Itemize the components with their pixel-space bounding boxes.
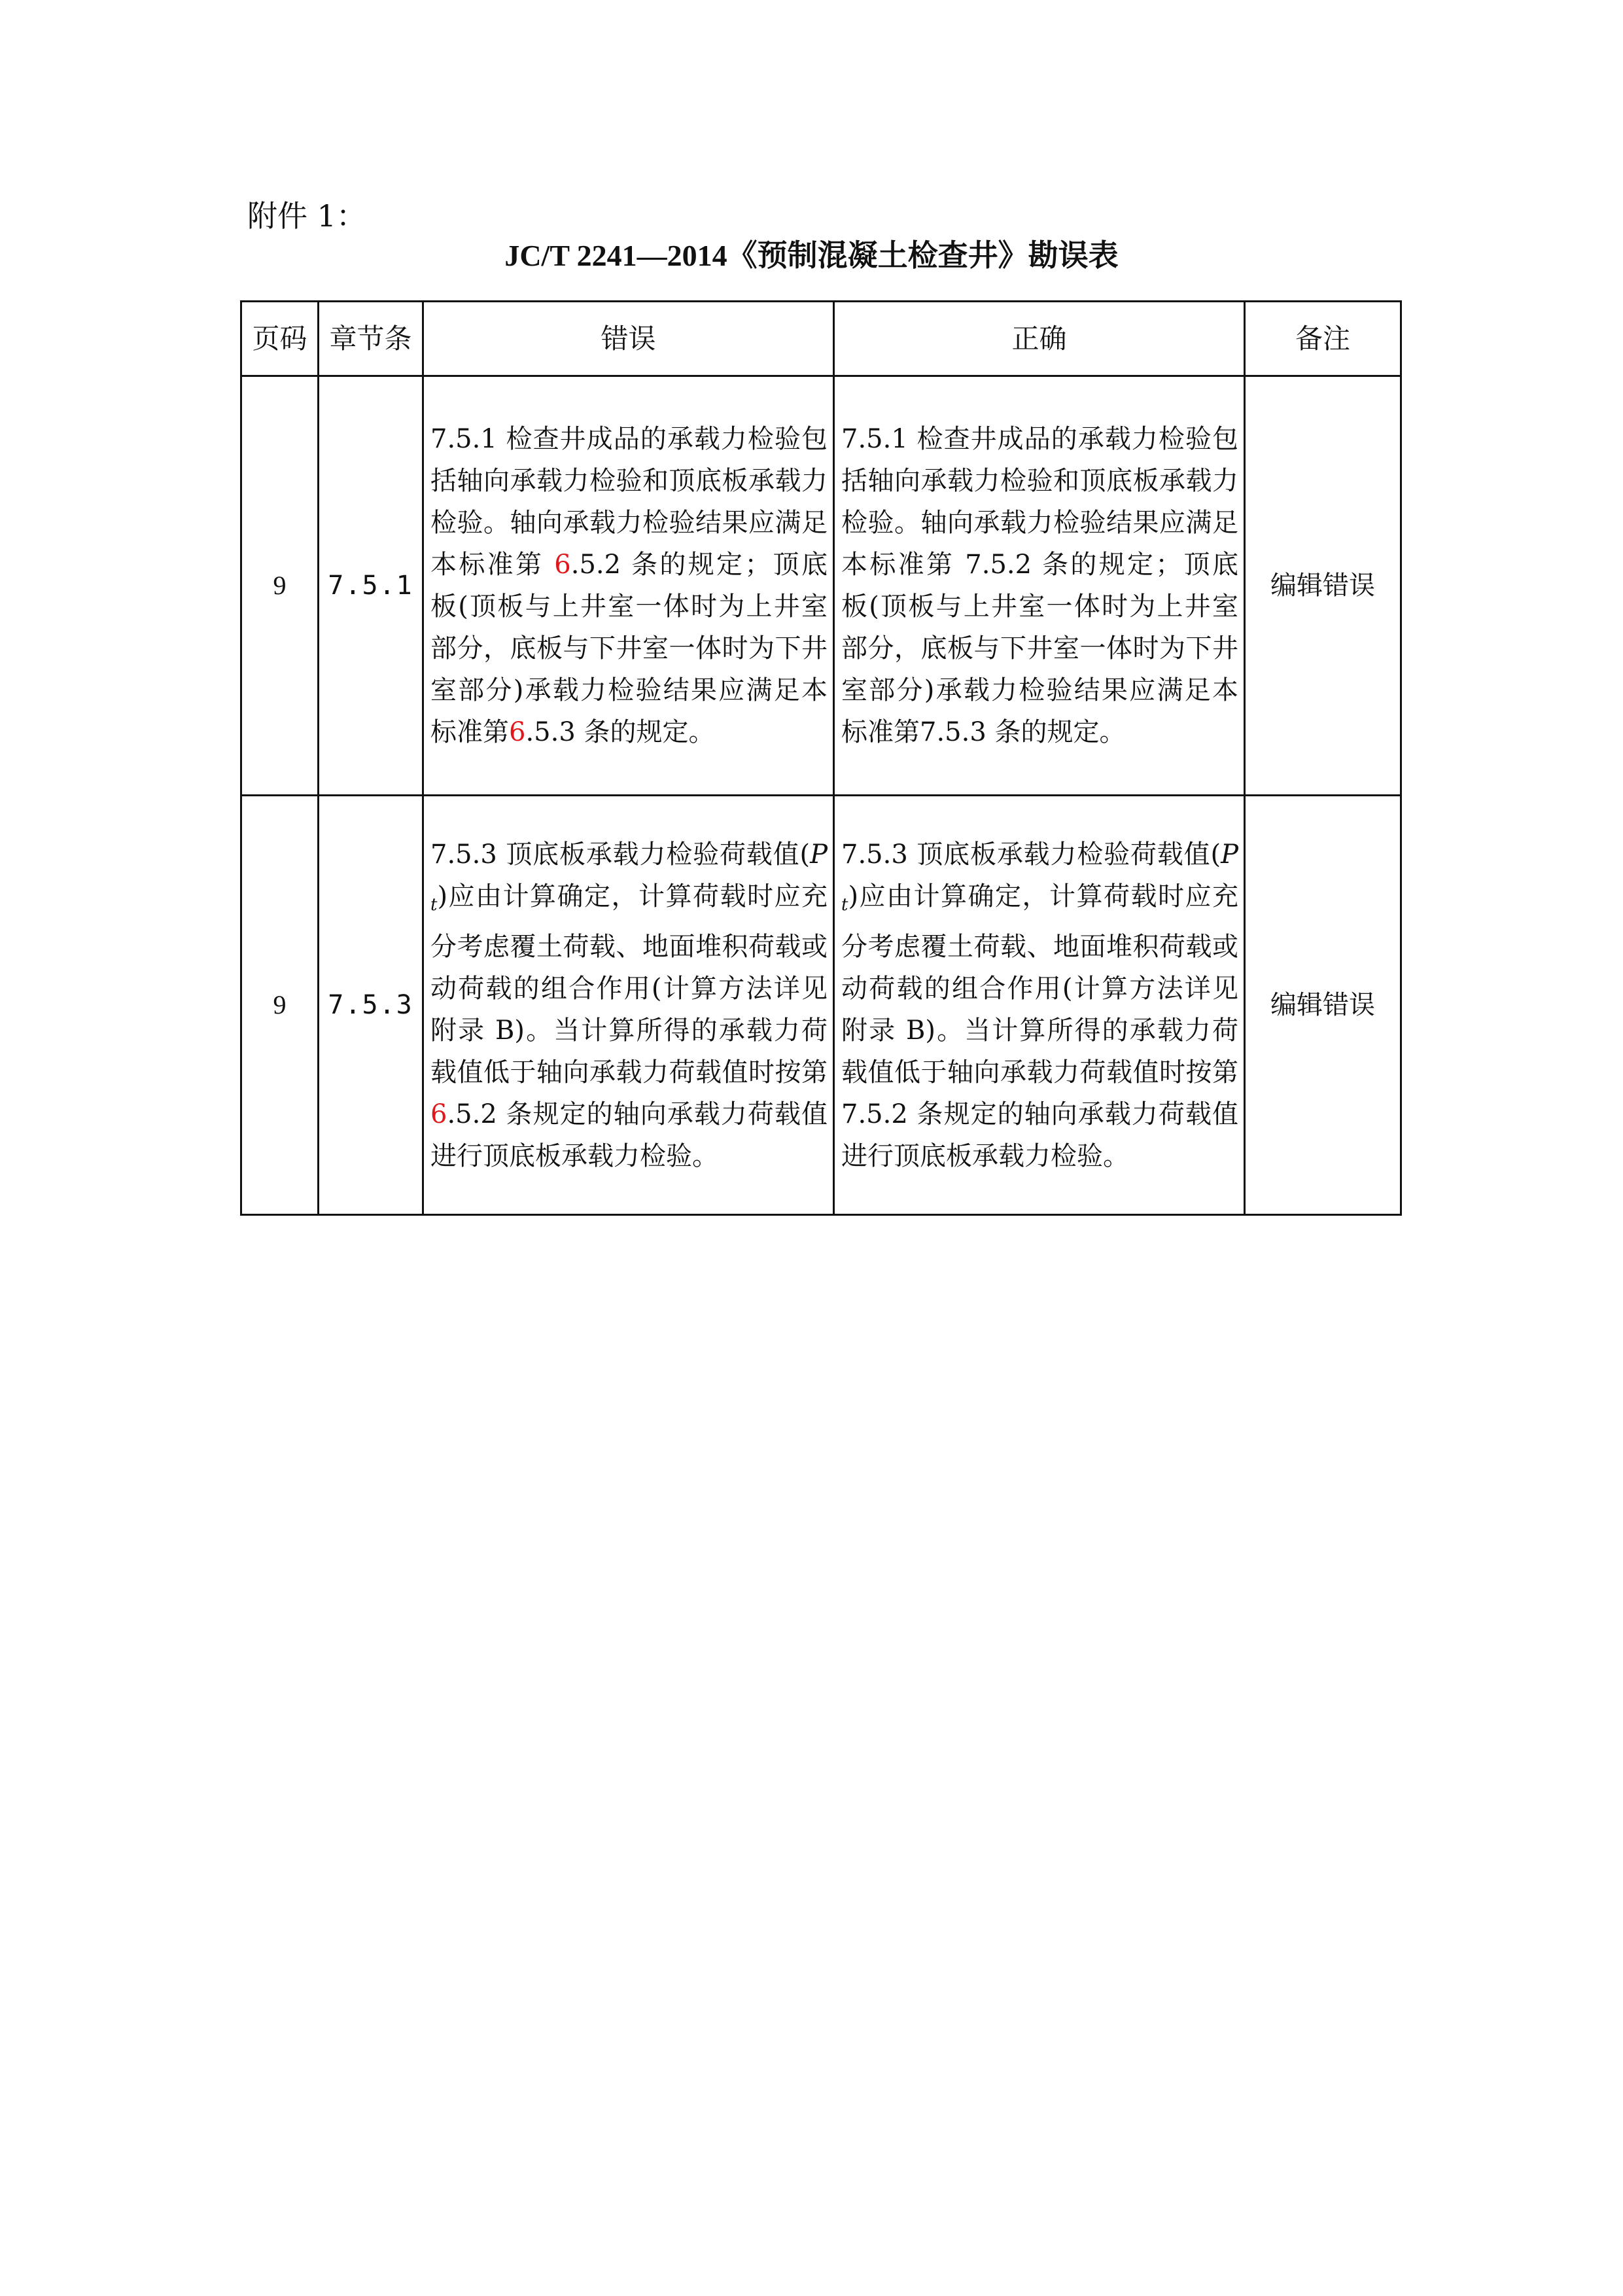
- cell-section: 7.5.3: [319, 796, 423, 1215]
- header-section: 章节条: [319, 302, 423, 376]
- cell-note: 编辑错误: [1245, 796, 1401, 1215]
- cell-section: 7.5.1: [319, 376, 423, 796]
- load-symbol-subscript: t: [430, 894, 438, 915]
- erratum-table: [240, 300, 1402, 1216]
- correct-text-part: )应由计算确定，计算荷载时应充分考虑覆土荷载、地面堆积荷载或动荷载的组合作用(计算方法详见附录 B)。当计算所得的承载力荷载值低于轴向承载力荷载值时按第 7.5.2 条规定的轴向承载力荷载值进行顶底板承载力检验。: [841, 881, 1238, 1171]
- error-text-part: .5.2 条规定的轴向承载力荷载值进行顶底板承载力检验。: [430, 1099, 828, 1171]
- load-symbol-subscript: t: [841, 894, 848, 915]
- title-standard-name: 《预制混凝土检查井》勘误表: [727, 238, 1119, 273]
- error-text-part: 7.5.1 检查井成品的承载力检验包括轴向承载力检验和顶底板承载力检验。轴向承载力检验结果应满足本标准第: [430, 424, 828, 580]
- document-title: [0, 236, 1623, 275]
- table-row: [241, 376, 1401, 796]
- error-text-part: .5.2 条的规定；顶底板(顶板与上井室一体时为上井室部分，底板与下井室一体时为下井室部分)承载力检验结果应满足本标准第: [430, 550, 828, 747]
- error-text-part: )应由计算确定，计算荷载时应充分考虑覆土荷载、地面堆积荷载或动荷载的组合作用(计算方法详见附录 B)。当计算所得的承载力荷载值低于轴向承载力荷载值时按第: [430, 881, 828, 1087]
- error-highlight: 6: [509, 717, 526, 747]
- header-note: 备注: [1245, 302, 1401, 376]
- header-page: 页码: [241, 302, 319, 376]
- table-row: [241, 796, 1401, 1215]
- attachment-label: 附件 1：: [247, 198, 366, 234]
- cell-error-text: [423, 376, 834, 796]
- cell-page: 9: [241, 376, 319, 796]
- error-text-part: .5.3 条的规定。: [525, 717, 715, 747]
- cell-note: 编辑错误: [1245, 376, 1401, 796]
- error-highlight: 6: [430, 1099, 447, 1129]
- load-symbol: P: [1221, 839, 1238, 870]
- error-highlight: 6: [554, 550, 571, 580]
- correct-text-part: 7.5.3 顶底板承载力检验荷载值(: [841, 839, 1221, 870]
- header-correct: 正确: [834, 302, 1245, 376]
- title-standard-number: JC/T 2241—2014: [504, 239, 727, 272]
- header-error: 错误: [423, 302, 834, 376]
- error-text-part: 7.5.3 顶底板承载力检验荷载值(: [430, 839, 811, 870]
- cell-error-text: [423, 796, 834, 1215]
- cell-page: 9: [241, 796, 319, 1215]
- load-symbol: P: [810, 839, 828, 870]
- table-header-row: [241, 302, 1401, 376]
- cell-correct-text: [834, 796, 1245, 1215]
- cell-correct-text: 7.5.1 检查井成品的承载力检验包括轴向承载力检验和顶底板承载力检验。轴向承载力检验结果应满足本标准第 7.5.2 条的规定；顶底板(顶板与上井室一体时为上井室部分，底板与下井室一体时为下井室部分)承载力检验结果应满足本标准第7.5.3 条的规定。: [834, 376, 1245, 796]
